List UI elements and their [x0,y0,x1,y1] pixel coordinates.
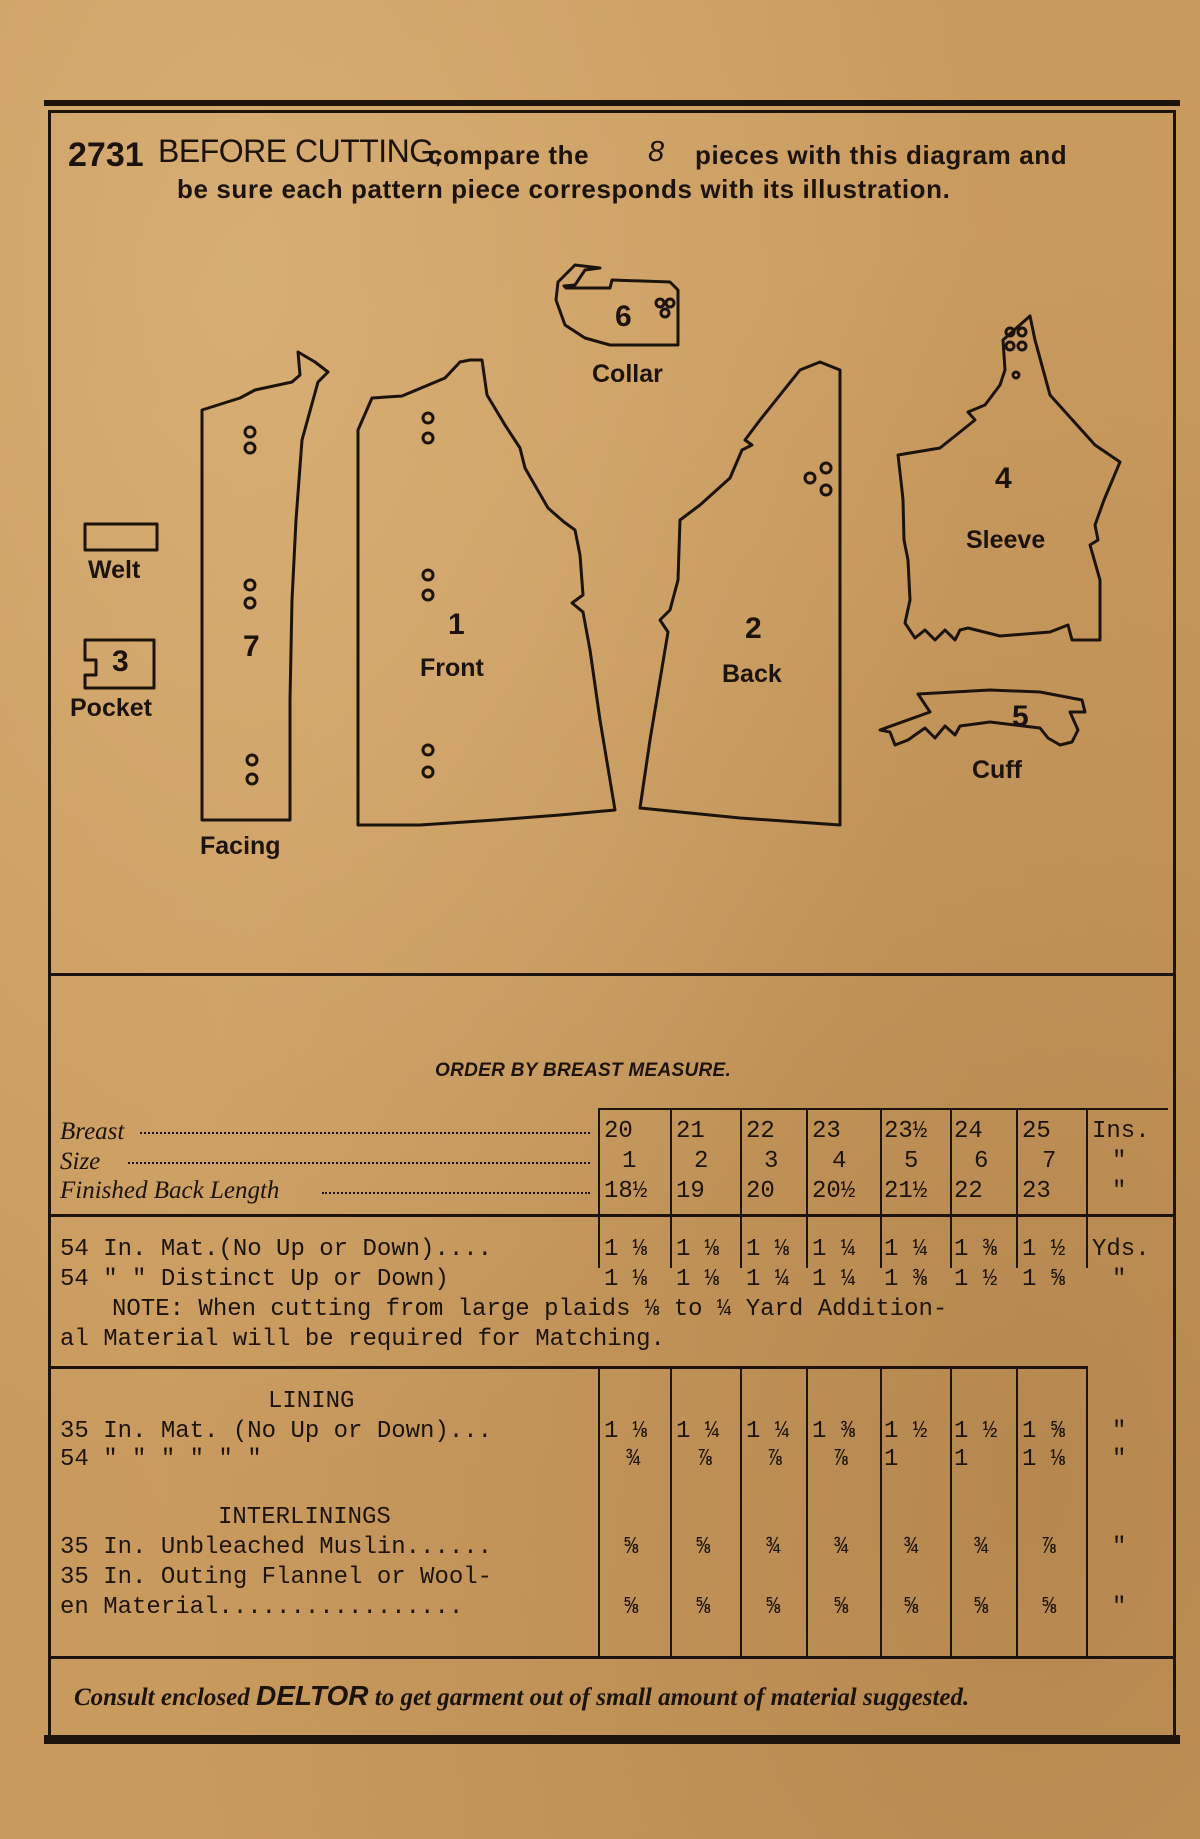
cuff-outline [880,690,1085,745]
lining-yardage: ⅞ [698,1446,713,1473]
interlining-yardage: ⅝ [696,1594,711,1621]
interlining-row-label: 35 In. Unbleached Muslin...... [60,1534,493,1561]
ditto-mark: " [1112,1178,1127,1205]
lining-row-label: 35 In. Mat. (No Up or Down)... [60,1418,493,1445]
facing-button-mark [245,580,255,590]
ditto-mark: " [1112,1418,1127,1445]
before-cutting-heading: BEFORE CUTTING, [158,133,443,169]
pocket-label: Pocket [70,694,152,722]
chart-title: ORDER BY BREAST MEASURE. [435,1060,732,1081]
fabric-yardage: 1 ⅛ [676,1266,720,1293]
sleeve-notch [1006,342,1014,350]
lining-yardage: ¾ [626,1446,641,1473]
interlining-yardage: ⅞ [1042,1534,1057,1561]
facing-button-mark [247,774,257,784]
grid-line [950,1108,952,1268]
interlining-yardage: ⅝ [696,1534,711,1561]
size-value: 4 [832,1148,847,1175]
sleeve-label: Sleeve [966,526,1046,554]
cuff-label: Cuff [972,756,1022,784]
lining-yardage: 1 ⅛ [1022,1446,1066,1473]
front-button-mark [423,570,433,580]
cuff-number: 5 [1012,700,1029,733]
back-length-value: 20 [746,1178,775,1205]
ins-unit: Ins. [1092,1118,1150,1145]
fabric-yardage: 1 ⅜ [884,1266,928,1293]
interlining-yardage: ⅝ [904,1594,919,1621]
ditto-mark: " [1112,1148,1127,1175]
collar-notch [666,299,674,307]
grid-line [48,1366,1088,1369]
back-notch [821,463,831,473]
front-label: Front [420,654,484,682]
interlining-row-label: en Material................. [60,1594,464,1621]
interlinings-heading: INTERLININGS [218,1504,391,1531]
leader-dots [322,1192,590,1194]
lining-row-label: 54 " " " " " " [60,1446,262,1473]
welt-label: Welt [88,556,141,584]
fabric-yardage: 1 ¼ [812,1266,856,1293]
fabric-yardage: 1 ¼ [884,1236,928,1263]
back-length-row-label: Finished Back Length [60,1177,280,1204]
front-number: 1 [448,608,465,641]
footer-text-a: Consult enclosed [74,1684,250,1711]
grid-line [598,1108,1168,1110]
breast-row-label: Breast [60,1118,125,1145]
grid-line [1086,1108,1088,1268]
sleeve-notch [1018,328,1026,336]
piece-count: 8 [648,136,665,168]
collar-notch [656,299,664,307]
welt-outline [85,524,157,550]
interlining-yardage: ¾ [834,1534,849,1561]
lining-yardage: 1 ¼ [746,1418,790,1445]
bottom-rule [44,1735,1180,1744]
facing-outline [202,352,328,820]
back-length-value: 18½ [604,1178,648,1205]
breast-value: 21 [676,1118,705,1145]
size-value: 1 [622,1148,637,1175]
size-value: 3 [764,1148,779,1175]
plaid-note-line2: al Material will be required for Matching. [60,1326,665,1353]
front-button-mark [423,745,433,755]
sleeve-number: 4 [995,462,1012,495]
interlining-yardage: ⅝ [974,1594,989,1621]
breast-value: 23 [812,1118,841,1145]
pocket-number: 3 [112,645,129,678]
back-length-value: 21½ [884,1178,928,1205]
grid-line [598,1108,600,1268]
breast-value: 20 [604,1118,633,1145]
grid-line [598,1368,600,1656]
fabric-row-label: 54 " " Distinct Up or Down) [60,1266,449,1293]
grid-line [48,1656,1176,1659]
size-value: 2 [694,1148,709,1175]
plaid-note-line1: NOTE: When cutting from large plaids ⅛ to ¼ Yard Addition- [112,1296,948,1323]
fabric-yardage: 1 ¼ [812,1236,856,1263]
yds-unit: Yds. [1092,1236,1150,1263]
interlining-yardage: ⅝ [834,1594,849,1621]
back-length-value: 19 [676,1178,705,1205]
lining-yardage: 1 ⅝ [1022,1418,1066,1445]
back-length-value: 20½ [812,1178,856,1205]
interlining-yardage: ⅝ [1042,1594,1057,1621]
fabric-yardage: 1 ½ [954,1266,998,1293]
breast-value: 24 [954,1118,983,1145]
sleeve-notch [1018,342,1026,350]
interlining-yardage: ⅝ [766,1594,781,1621]
fabric-yardage: 1 ⅝ [1022,1266,1066,1293]
lining-yardage: 1 [954,1446,969,1473]
lining-yardage: 1 ½ [884,1418,928,1445]
back-label: Back [722,660,782,688]
lining-yardage: ⅞ [768,1446,783,1473]
fabric-yardage: 1 ⅜ [954,1236,998,1263]
leader-dots [128,1162,590,1164]
footer-text [74,1680,969,1712]
fabric-yardage: 1 ⅛ [676,1236,720,1263]
front-outline [358,360,615,825]
footer-text-b: to get garment out of small amount of material suggested. [374,1684,970,1711]
back-length-value: 22 [954,1178,983,1205]
size-row-label: Size [60,1148,101,1175]
fabric-yardage: 1 ¼ [746,1266,790,1293]
interlining-yardage: ¾ [974,1534,989,1561]
facing-number: 7 [243,630,260,663]
fabric-yardage: 1 ⅛ [746,1236,790,1263]
interlining-yardage: ¾ [766,1534,781,1561]
front-button-mark [423,413,433,423]
interlining-yardage: ¾ [904,1534,919,1561]
section-divider [48,973,1176,976]
front-button-mark [423,433,433,443]
collar-label: Collar [592,360,663,388]
size-value: 7 [1042,1148,1057,1175]
facing-button-mark [245,598,255,608]
interlining-row-label-line1: 35 In. Outing Flannel or Wool- [60,1564,493,1591]
lining-yardage: 1 ½ [954,1418,998,1445]
breast-value: 22 [746,1118,775,1145]
lining-yardage: 1 ⅛ [604,1418,648,1445]
breast-value: 23½ [884,1118,928,1145]
lining-yardage: 1 ¼ [676,1418,720,1445]
back-length-value: 23 [1022,1178,1051,1205]
lining-yardage: ⅞ [834,1446,849,1473]
grid-line [48,1214,1176,1217]
size-value: 6 [974,1148,989,1175]
pattern-number: 2731 [68,136,144,174]
fabric-yardage: 1 ⅛ [604,1266,648,1293]
size-value: 5 [904,1148,919,1175]
fabric-row-label: 54 In. Mat.(No Up or Down).... [60,1236,493,1263]
lining-heading: LINING [268,1388,355,1415]
facing-button-mark [245,443,255,453]
grid-line [670,1108,672,1268]
interlining-yardage: ⅝ [624,1534,639,1561]
sleeve-notch [1013,372,1019,378]
back-outline [640,362,840,825]
ditto-mark: " [1112,1594,1127,1621]
collar-number: 6 [615,300,632,333]
back-notch [821,485,831,495]
header-line1-b: pieces with this diagram and [695,140,1068,170]
fabric-yardage: 1 ½ [1022,1236,1066,1263]
back-notch [805,473,815,483]
grid-line [880,1108,882,1268]
interlining-yardage: ⅝ [624,1594,639,1621]
collar-notch [661,309,669,317]
front-button-mark [423,590,433,600]
header-line1-a: compare the [428,140,590,170]
deltor-brand: DELTOR [255,1680,369,1711]
lining-yardage: 1 [884,1446,899,1473]
leader-dots [140,1132,590,1134]
back-number: 2 [745,612,762,645]
ditto-mark: " [1112,1534,1127,1561]
grid-line [740,1108,742,1268]
front-button-mark [423,767,433,777]
facing-button-mark [247,755,257,765]
breast-value: 25 [1022,1118,1051,1145]
ditto-mark: " [1112,1446,1127,1473]
facing-label: Facing [200,832,281,860]
header-line2: be sure each pattern piece corresponds with its illustration. [177,174,951,204]
lining-yardage: 1 ⅜ [812,1418,856,1445]
ditto-mark: " [1112,1266,1127,1293]
facing-button-mark [245,427,255,437]
fabric-yardage: 1 ⅛ [604,1236,648,1263]
